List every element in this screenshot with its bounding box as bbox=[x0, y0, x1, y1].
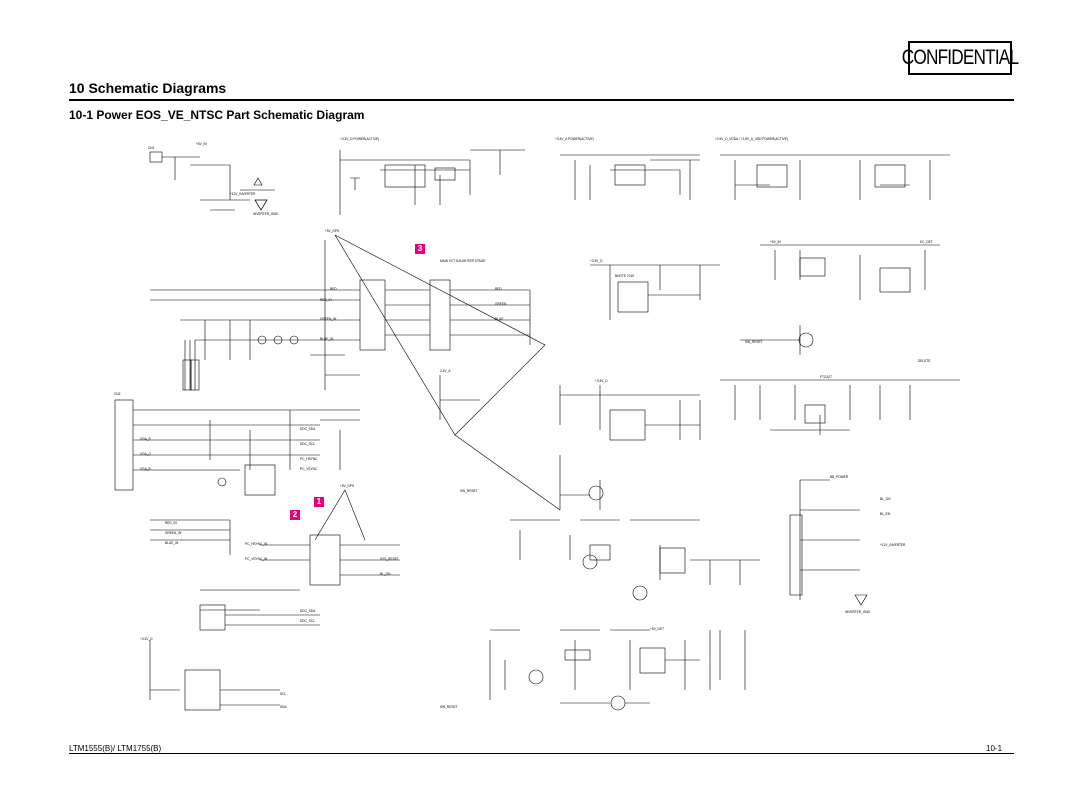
svg-text:+3.3V_D: +3.3V_D bbox=[595, 379, 608, 383]
svg-text:INVERTER_GND: INVERTER_GND bbox=[845, 610, 870, 614]
svg-text:+5V_IN: +5V_IN bbox=[770, 240, 781, 244]
footer-page-number: 10-1 bbox=[986, 744, 1003, 753]
svg-text:BLUE_IN: BLUE_IN bbox=[320, 337, 334, 341]
svg-text:PC_HSYNC_IN: PC_HSYNC_IN bbox=[245, 542, 268, 546]
svg-text:BB_POWER: BB_POWER bbox=[830, 475, 849, 479]
svg-text:+12V_INVERTER: +12V_INVERTER bbox=[230, 192, 256, 196]
svg-text:PC_VSYNC_IN: PC_VSYNC_IN bbox=[245, 557, 268, 561]
svg-text:+3.3V_D: +3.3V_D bbox=[590, 259, 603, 263]
svg-text:+5V_DPS: +5V_DPS bbox=[325, 229, 340, 233]
svg-text:DDC_SDA: DDC_SDA bbox=[300, 427, 316, 431]
callout-marker-3: 3 bbox=[415, 244, 425, 254]
svg-text:RED_IN: RED_IN bbox=[165, 521, 177, 525]
svg-text:+3.3V_D POWER(ACTIVE): +3.3V_D POWER(ACTIVE) bbox=[340, 137, 380, 141]
svg-text:DDC_SCL: DDC_SCL bbox=[300, 442, 315, 446]
svg-text:DDC_SCL: DDC_SCL bbox=[300, 619, 315, 623]
svg-text:SYS_RESET: SYS_RESET bbox=[380, 557, 399, 561]
callout-marker-2: 2 bbox=[290, 510, 300, 520]
svg-text:SW_RESET: SW_RESET bbox=[745, 340, 763, 344]
svg-text:+12V_INVERTER: +12V_INVERTER bbox=[880, 543, 906, 547]
svg-text:BL_ON: BL_ON bbox=[880, 497, 891, 501]
svg-text:+3.3V_A POWER(ACTIVE): +3.3V_A POWER(ACTIVE) bbox=[555, 137, 594, 141]
svg-text:BL_ON: BL_ON bbox=[380, 572, 391, 576]
section-title: 10-1 Power EOS_VE_NTSC Part Schematic Diagram bbox=[69, 108, 365, 122]
svg-text:CN2: CN2 bbox=[114, 392, 121, 396]
svg-text:MAIN VCT DAUGHTER STAGE: MAIN VCT DAUGHTER STAGE bbox=[440, 259, 486, 263]
svg-text:+3.3V_D: +3.3V_D bbox=[140, 637, 153, 641]
svg-text:+2.5V_D_VDDA / +1.8V_A_VDD POW: +2.5V_D_VDDA / +1.8V_A_VDD POWER(ACTIVE) bbox=[715, 137, 788, 141]
connector-block bbox=[150, 152, 162, 162]
svg-text:SDA: SDA bbox=[280, 705, 287, 709]
svg-text:SCL: SCL bbox=[280, 692, 287, 696]
svg-text:BLUE: BLUE bbox=[495, 317, 504, 321]
svg-text:VGA_B: VGA_B bbox=[140, 467, 151, 471]
svg-text:DELETE: DELETE bbox=[918, 359, 931, 363]
svg-text:GREEN_IN: GREEN_IN bbox=[320, 317, 337, 321]
svg-text:INVERTER_GND: INVERTER_GND bbox=[253, 212, 278, 216]
svg-text:DC_DET: DC_DET bbox=[920, 240, 933, 244]
svg-text:SW_RESET: SW_RESET bbox=[460, 489, 478, 493]
svg-text:2.5V_A: 2.5V_A bbox=[440, 369, 451, 373]
svg-text:RED: RED bbox=[330, 287, 337, 291]
svg-text:SW_RESET: SW_RESET bbox=[440, 705, 458, 709]
svg-text:+5V_IN: +5V_IN bbox=[196, 142, 207, 146]
chapter-title: 10 Schematic Diagrams bbox=[69, 80, 227, 96]
svg-text:GREEN: GREEN bbox=[495, 302, 507, 306]
svg-text:+5V_DPS: +5V_DPS bbox=[340, 484, 355, 488]
svg-text:DDC_SDA: DDC_SDA bbox=[300, 609, 316, 613]
svg-text:RED: RED bbox=[495, 287, 502, 291]
svg-text:+5V_DET: +5V_DET bbox=[650, 627, 664, 631]
confidential-text: CONFIDENTIAL bbox=[901, 46, 1019, 69]
footer-rule bbox=[69, 753, 1014, 754]
svg-text:PC_HSYNC: PC_HSYNC bbox=[300, 457, 318, 461]
footer-model: LTM1555(B)/ LTM1755(B) bbox=[69, 744, 162, 753]
callout-marker-1: 1 bbox=[314, 497, 324, 507]
svg-text:FTCA27: FTCA27 bbox=[820, 375, 832, 379]
svg-text:VGA_G: VGA_G bbox=[140, 452, 151, 456]
svg-text:RED_IN: RED_IN bbox=[320, 298, 332, 302]
svg-text:BL_EN: BL_EN bbox=[880, 512, 891, 516]
svg-text:VGA_R: VGA_R bbox=[140, 437, 151, 441]
svg-text:PC_VSYNC: PC_VSYNC bbox=[300, 467, 318, 471]
svg-text:GREEN_IN: GREEN_IN bbox=[165, 531, 182, 535]
svg-text:CN1: CN1 bbox=[148, 146, 155, 150]
svg-text:BLUE_IN: BLUE_IN bbox=[165, 541, 179, 545]
svg-text:BHOTE 7019: BHOTE 7019 bbox=[615, 274, 634, 278]
